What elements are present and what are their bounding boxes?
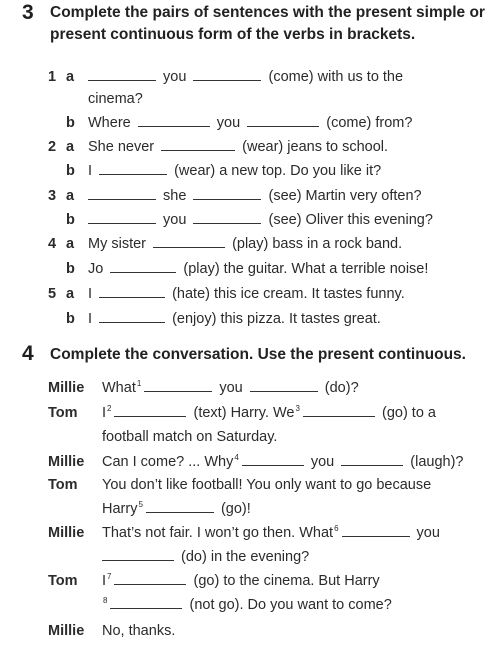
speaker-label: Millie [48,380,85,396]
dialogue-line [102,402,436,424]
blank-number: 7 [107,572,112,582]
answer-blank[interactable] [99,284,165,298]
blank-number: 8 [103,596,108,606]
speaker-label: Millie [48,623,85,639]
text-fragment: Jo [88,261,104,277]
sentence-5b [88,308,381,330]
blank-number: 5 [138,500,143,510]
sentence-5a [88,283,405,305]
dialogue-line [102,498,251,520]
answer-blank[interactable] [146,499,214,513]
speaker-label: Millie [48,454,85,470]
item-number: 3 [48,188,57,204]
answer-blank[interactable] [193,186,261,200]
exercise-3-number: 3 [22,1,34,24]
blank-number: 3 [295,404,300,414]
text-fragment: My sister [88,236,146,252]
sentence-1a-continued: cinema? [88,91,143,107]
item-number: 5 [48,286,57,302]
text-fragment: (go)! [220,501,251,517]
text-fragment: (see) Martin very often? [268,188,422,204]
exercise-3-instructions: Complete the pairs of sentences with the present simple or present continuous form of the verbs in brackets. [50,4,485,43]
item-letter: b [66,311,75,327]
dialogue-line [102,377,359,399]
item-letter: b [66,261,75,277]
answer-blank[interactable] [138,113,210,127]
text-fragment: she [163,188,187,204]
text-fragment: I [102,573,107,589]
item-number: 1 [48,69,57,85]
text-fragment: (see) Oliver this evening? [268,212,433,228]
text-fragment: (play) bass in a rock band. [232,236,403,252]
text-fragment: you [416,525,440,541]
text-fragment: (text) Harry. We [193,405,295,421]
text-fragment: (come) with us to the [268,69,404,85]
text-fragment: Can I come? ... Why [102,454,234,470]
answer-blank[interactable] [114,403,186,417]
answer-blank[interactable] [161,137,235,151]
item-letter: b [66,163,75,179]
answer-blank[interactable] [193,210,261,224]
sentence-1b [88,112,412,134]
text-fragment: (go) to a [381,405,436,421]
answer-blank[interactable] [250,378,318,392]
answer-blank[interactable] [110,595,182,609]
exercise-4-number: 4 [22,342,34,365]
sentence-4b [88,258,428,280]
text-fragment: you [310,454,335,470]
text-fragment: (hate) this ice cream. It tastes funny. [172,286,405,302]
text-fragment: I [88,163,93,179]
answer-blank[interactable] [247,113,319,127]
answer-blank[interactable] [102,547,174,561]
text-fragment: (enjoy) this pizza. It tastes great. [172,311,381,327]
text-fragment: (do)? [324,380,359,396]
text-fragment: I [102,405,107,421]
sentence-2b [88,160,381,182]
answer-blank[interactable] [88,67,156,81]
exercise-4-instructions: Complete the conversation. Use the present continuous. [50,346,466,363]
text-fragment: Where [88,115,131,131]
blank-number: 6 [334,524,339,534]
answer-blank[interactable] [153,234,225,248]
text-fragment: you [216,115,241,131]
text-fragment: you [163,69,187,85]
answer-blank[interactable] [99,161,167,175]
blank-number: 2 [107,404,112,414]
speaker-label: Tom [48,405,78,421]
dialogue-line [102,546,309,568]
text-fragment: That’s not fair. I won’t go then. What [102,525,334,541]
text-fragment: She never [88,139,155,155]
text-fragment: (not go). Do you want to come? [189,597,392,613]
item-letter: b [66,115,75,131]
item-number: 4 [48,236,57,252]
dialogue-line: No, thanks. [102,623,176,639]
text-fragment: (go) to the cinema. But Harry [193,573,380,589]
text-fragment: (wear) jeans to school. [242,139,389,155]
sentence-3a [88,185,422,207]
answer-blank[interactable] [303,403,375,417]
item-letter: a [66,188,75,204]
dialogue-line [102,594,392,616]
item-letter: a [66,236,75,252]
dialogue-line: football match on Saturday. [102,429,278,445]
text-fragment: you [163,212,187,228]
item-letter: b [66,212,75,228]
blank-number: 4 [234,453,239,463]
sentence-4a [88,233,402,255]
item-letter: a [66,69,75,85]
answer-blank[interactable] [144,378,212,392]
speaker-label: Millie [48,525,85,541]
dialogue-line [102,570,380,592]
text-fragment: Harry [102,501,138,517]
item-letter: a [66,286,75,302]
answer-blank[interactable] [342,523,410,537]
answer-blank[interactable] [88,186,156,200]
text-fragment: I [88,311,93,327]
speaker-label: Tom [48,477,78,493]
item-number: 2 [48,139,57,155]
answer-blank[interactable] [114,571,186,585]
text-fragment: (do) in the evening? [181,549,310,565]
text-fragment: (come) from? [326,115,413,131]
text-fragment: I [88,286,93,302]
answer-blank[interactable] [193,67,261,81]
blank-number: 1 [136,379,142,389]
dialogue-line [102,522,440,544]
answer-blank[interactable] [88,210,156,224]
answer-blank[interactable] [110,259,176,273]
dialogue-line [102,451,464,473]
sentence-3b [88,209,433,231]
text-fragment: (wear) a new top. Do you like it? [174,163,382,179]
text-fragment: What [102,380,136,396]
speaker-label: Tom [48,573,78,589]
text-fragment: you [219,380,243,396]
answer-blank[interactable] [242,452,304,466]
answer-blank[interactable] [99,309,165,323]
text-fragment: (laugh)? [410,454,464,470]
sentence-2a [88,136,388,158]
text-fragment: (play) the guitar. What a terrible noise! [183,261,429,277]
item-letter: a [66,139,75,155]
dialogue-line: You don’t like football! You only want to go because [102,477,432,493]
sentence-1a [88,66,403,88]
answer-blank[interactable] [341,452,403,466]
